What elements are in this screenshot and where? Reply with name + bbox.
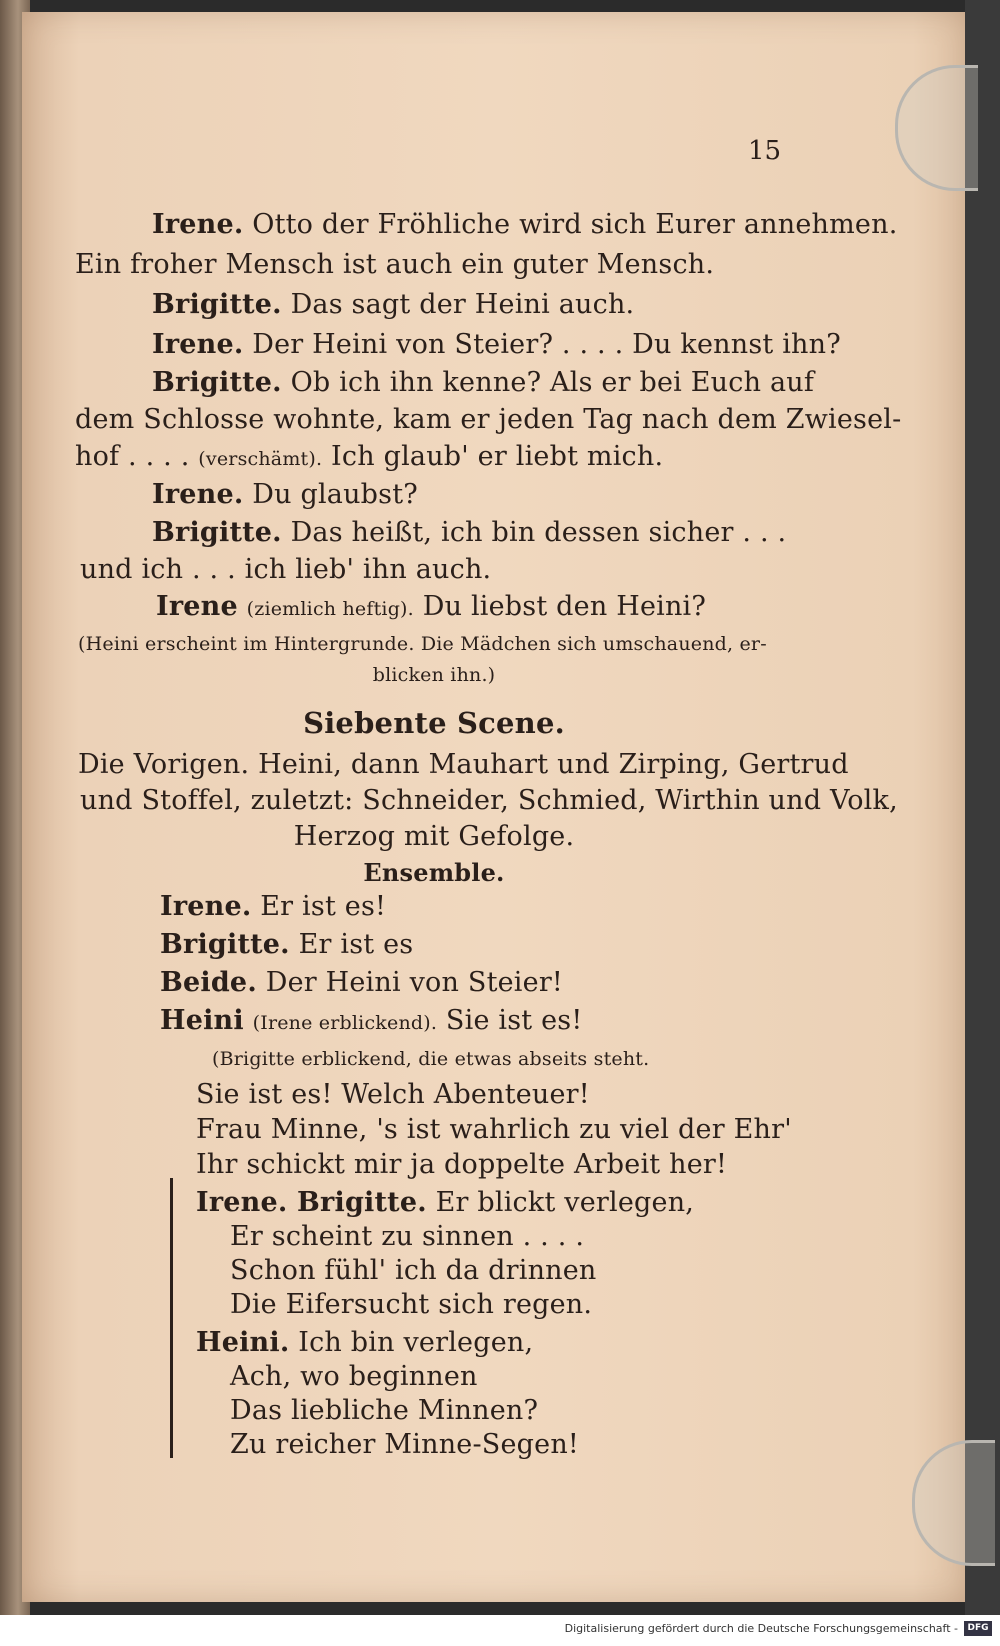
line-23: (Brigitte erblickend, die etwas abseits steht. [212,1048,650,1070]
line-20: Brigitte. Er ist es [160,929,414,960]
line-4: Irene. Der Heini von Steier? . . . . Du kennst ihn? [152,329,841,360]
page-number: 15 [748,136,782,166]
line-2: Ein froher Mensch ist auch ein guter Mensch. [75,249,715,280]
line-31: Heini. Ich bin verlegen, [196,1327,534,1358]
ensemble-bracket [170,1178,173,1458]
line-17: Herzog mit Gefolge. [293,821,575,852]
footer-bar [0,1615,1000,1646]
line-5: Brigitte. Ob ich ihn kenne? Als er bei Euch auf [152,367,815,398]
line-10: und ich . . . ich lieb' ihn auch. [80,554,492,585]
stage-direction: (verschämt). [198,448,323,470]
line-24: Sie ist es! Welch Abenteuer! [196,1079,590,1110]
line-33: Das liebliche Minnen? [230,1395,539,1426]
line-21: Beide. Der Heini von Steier! [160,967,563,998]
line-25: Frau Minne, 's ist wahrlich zu viel der Ehr' [196,1114,792,1145]
speaker: Irene. [152,209,244,240]
line-28: Er scheint zu sinnen . . . . [230,1221,585,1252]
line-9: Brigitte. Das heißt, ich bin dessen sicher . . . [152,517,787,548]
line-13: blicken ihn.) [372,664,496,686]
line-7: hof . . . . (verschämt). Ich glaub' er liebt mich. [75,441,664,472]
line-8: Irene. Du glaubst? [152,479,418,510]
dfg-logo: DFG [964,1621,992,1636]
scene-heading: Siebente Scene. [303,706,565,740]
line-6: dem Schlosse wohnte, kam er jeden Tag nach dem Zwiesel- [75,404,902,435]
line-15: Die Vorigen. Heini, dann Mauhart und Zirping, Gertrud [78,749,849,780]
line-16: und Stoffel, zuletzt: Schneider, Schmied, Wirthin und Volk, [80,785,898,816]
ensemble-heading: Ensemble. [363,858,505,887]
line-29: Schon fühl' ich da drinnen [230,1255,597,1286]
line-12: (Heini erscheint im Hintergrunde. Die Mädchen sich umschauend, er- [78,633,767,655]
line-26: Ihr schickt mir ja doppelte Arbeit her! [196,1149,728,1180]
line-3: Brigitte. Das sagt der Heini auch. [152,289,635,320]
footer-credit: Digitalisierung gefördert durch die Deutsche Forschungsgemeinschaft - [564,1622,958,1635]
line-34: Zu reicher Minne-Segen! [230,1429,579,1460]
line-19: Irene. Er ist es! [160,891,387,922]
line-22: Heini (Irene erblickend). Sie ist es! [160,1005,583,1036]
line-30: Die Eifersucht sich regen. [230,1289,593,1320]
line-11: Irene (ziemlich heftig). Du liebst den Heini? [156,591,707,622]
line-32: Ach, wo beginnen [230,1361,478,1392]
line-27: Irene. Brigitte. Er blickt verlegen, [196,1187,695,1218]
line-1: Irene. Otto der Fröhliche wird sich Eurer annehmen. [152,209,898,240]
